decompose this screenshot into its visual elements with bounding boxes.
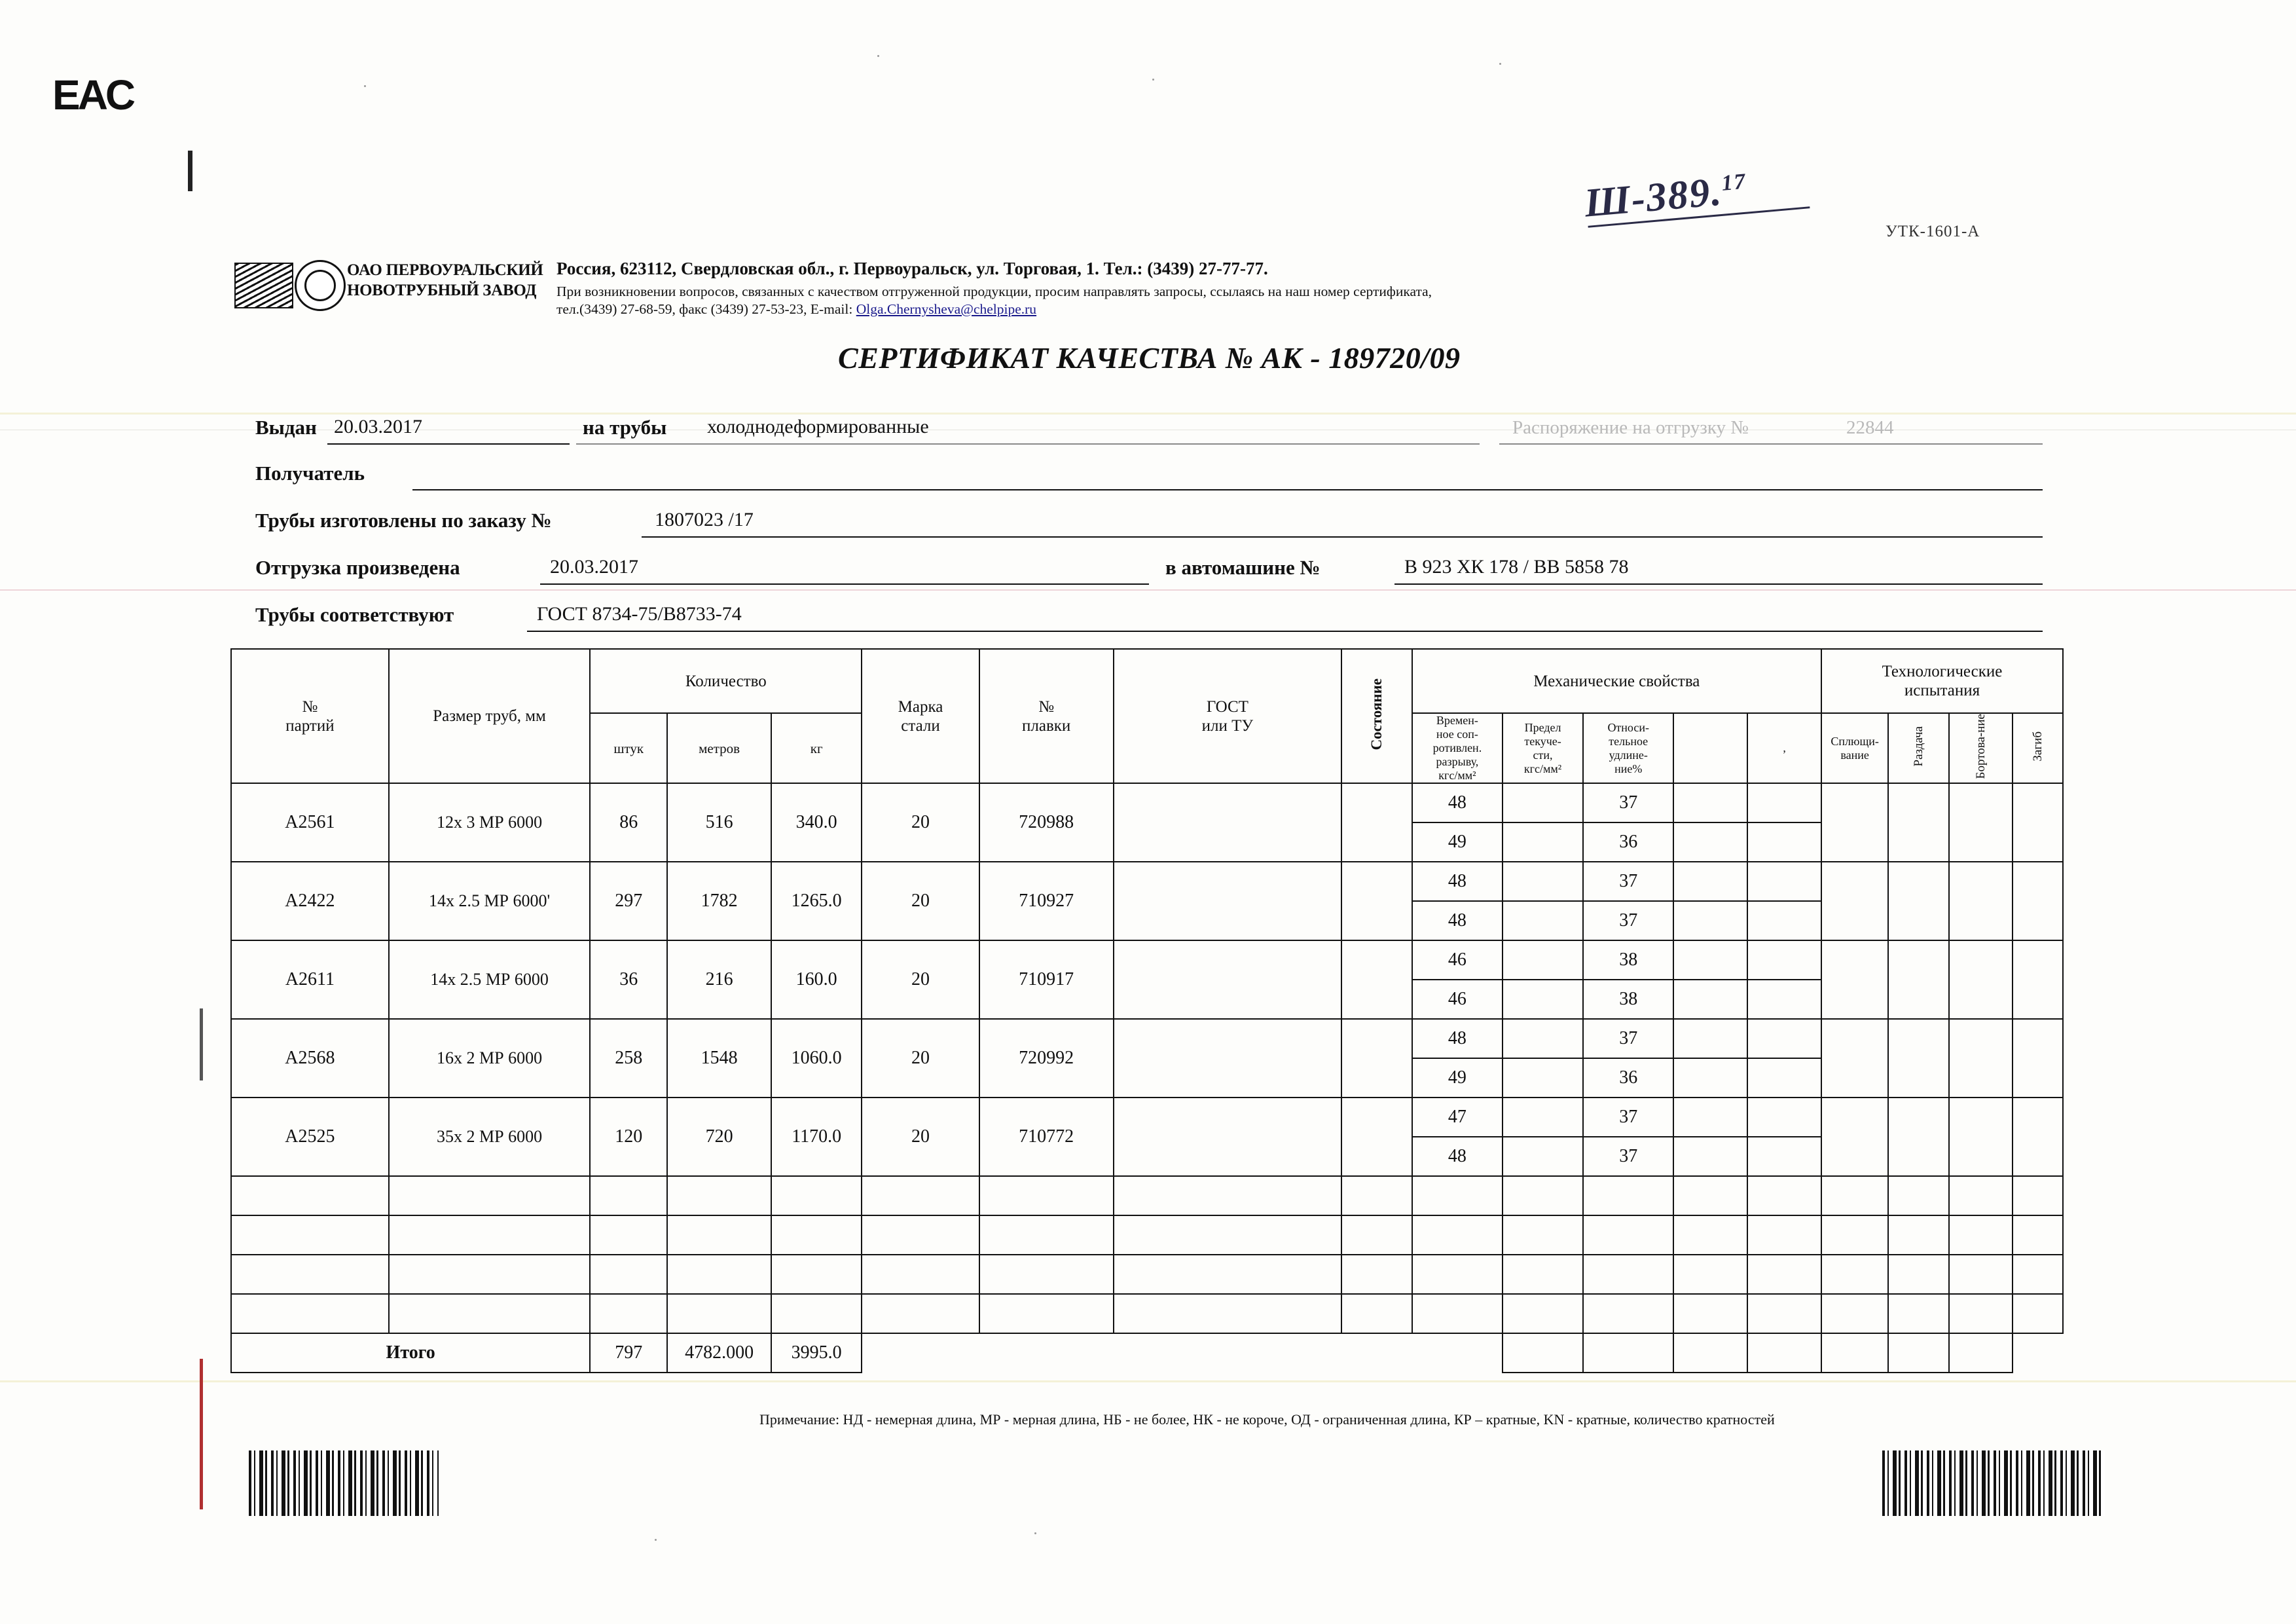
cell-elongation: 37 bbox=[1583, 862, 1673, 901]
th-flanging: Бортова-ние bbox=[1949, 713, 2013, 783]
cell-condition bbox=[1341, 940, 1412, 1019]
company-phones: тел.(3439) 27-68-59, факс (3439) 27-53-23, E-mail: bbox=[556, 301, 856, 317]
cell-mech-b2-2 bbox=[1747, 980, 1821, 1019]
form-code: УТК-1601-А bbox=[1886, 223, 1980, 240]
cell-condition bbox=[1341, 783, 1412, 862]
cell-condition bbox=[1341, 1098, 1412, 1176]
form-row-order bbox=[255, 504, 2043, 551]
th-bending: Загиб bbox=[2013, 713, 2063, 783]
company-address: Россия, 623112, Свердловская обл., г. Первоуральск, ул. Торговая, 1. Тел.: (3439) 27-77-77. bbox=[556, 259, 1268, 278]
th-party-line2: партий bbox=[285, 716, 335, 735]
cell-gost bbox=[1114, 862, 1341, 940]
shipment-label: Отгрузка произведена bbox=[255, 556, 460, 579]
cell-party: А2568 bbox=[231, 1019, 389, 1098]
cell-heat: 720988 bbox=[979, 783, 1114, 862]
for-pipes-label: на трубы bbox=[583, 416, 667, 439]
total-pieces: 797 bbox=[590, 1333, 667, 1373]
cell-condition bbox=[1341, 1019, 1412, 1098]
cell-mech-b2 bbox=[1747, 1019, 1821, 1058]
cell-party: А2422 bbox=[231, 862, 389, 940]
logo-hatch-icon bbox=[234, 263, 293, 308]
document-title: СЕРТИФИКАТ КАЧЕСТВА № АК - 189720/09 bbox=[838, 341, 1461, 375]
cell-mech-b2 bbox=[1747, 940, 1821, 980]
cell-yield-2 bbox=[1503, 822, 1583, 862]
cell-tensile-2: 49 bbox=[1412, 822, 1503, 862]
edge-mark bbox=[188, 151, 192, 191]
cell-mech-b1-2 bbox=[1673, 822, 1747, 862]
cell-pieces: 258 bbox=[590, 1019, 667, 1098]
recipient-label: Получатель bbox=[255, 462, 365, 485]
eac-mark: ЕAC bbox=[52, 71, 134, 119]
certificate-table bbox=[230, 648, 2064, 1373]
th-mech-blank-1 bbox=[1673, 713, 1747, 783]
vehicle-label: в автомашине № bbox=[1165, 556, 1321, 579]
barcode-left bbox=[249, 1450, 439, 1516]
cell-tensile: 47 bbox=[1412, 1098, 1503, 1137]
cell-yield-2 bbox=[1503, 1058, 1583, 1098]
table-total-row bbox=[231, 1333, 2063, 1373]
cell-mech-b1 bbox=[1673, 1098, 1747, 1137]
handwritten-reference bbox=[1582, 166, 1749, 227]
cell-flattening bbox=[1821, 1019, 1888, 1098]
cell-mech-b2-2 bbox=[1747, 901, 1821, 940]
table-row-empty[interactable] bbox=[231, 1215, 2063, 1255]
cell-mech-b2 bbox=[1747, 1098, 1821, 1137]
table-row-empty[interactable] bbox=[231, 1176, 2063, 1215]
table-row-empty[interactable] bbox=[231, 1294, 2063, 1333]
cell-heat: 710917 bbox=[979, 940, 1114, 1019]
cell-flanging bbox=[1949, 862, 2013, 940]
cell-bending bbox=[2013, 1098, 2063, 1176]
cell-meters: 516 bbox=[667, 783, 771, 862]
cell-tensile: 46 bbox=[1412, 940, 1503, 980]
total-kg: 3995.0 bbox=[771, 1333, 862, 1373]
cell-mech-b2-2 bbox=[1747, 822, 1821, 862]
cell-steel: 20 bbox=[862, 1019, 979, 1098]
cell-party: А2611 bbox=[231, 940, 389, 1019]
cell-yield bbox=[1503, 1019, 1583, 1058]
cell-yield-2 bbox=[1503, 901, 1583, 940]
cell-steel: 20 bbox=[862, 940, 979, 1019]
cell-mech-b1 bbox=[1673, 783, 1747, 822]
th-condition-label: Состояние bbox=[1368, 678, 1385, 750]
table-footnote: Примечание: НД - немерная длина, МР - мерная длина, НБ - не более, НК - не короче, ОД - ограниченная длина, КР – кратные, KN - кратные, количество кратностей bbox=[759, 1411, 1775, 1428]
cell-mech-b1-2 bbox=[1673, 1137, 1747, 1176]
th-gost: ГОСТ или ТУ bbox=[1114, 649, 1341, 783]
cell-heat: 720992 bbox=[979, 1019, 1114, 1098]
cell-bending bbox=[2013, 862, 2063, 940]
cell-mech-b1-2 bbox=[1673, 901, 1747, 940]
cell-tensile-2: 46 bbox=[1412, 980, 1503, 1019]
cell-elongation-2: 37 bbox=[1583, 901, 1673, 940]
table-row-empty[interactable] bbox=[231, 1255, 2063, 1294]
standard-value[interactable]: ГОСТ 8734-75/В8733-74 bbox=[537, 603, 742, 625]
cell-steel: 20 bbox=[862, 783, 979, 862]
cell-elongation-2: 38 bbox=[1583, 980, 1673, 1019]
barcode-right-bars bbox=[1882, 1450, 2105, 1516]
cell-tensile: 48 bbox=[1412, 862, 1503, 901]
cell-expansion bbox=[1888, 783, 1948, 862]
total-label: Итого bbox=[231, 1333, 590, 1373]
cell-elongation: 38 bbox=[1583, 940, 1673, 980]
th-expansion: Раздача bbox=[1888, 713, 1948, 783]
standard-label: Трубы соответствуют bbox=[255, 603, 454, 626]
cell-kg: 160.0 bbox=[771, 940, 862, 1019]
cell-tensile: 48 bbox=[1412, 1019, 1503, 1058]
cell-size: 14х 2.5 МР 6000 bbox=[389, 940, 590, 1019]
vehicle-value[interactable]: В 923 ХК 178 / ВВ 5858 78 bbox=[1404, 556, 1629, 578]
cell-bending bbox=[2013, 783, 2063, 862]
form-row-recipient bbox=[255, 456, 2043, 504]
cell-size: 12х 3 МР 6000 bbox=[389, 783, 590, 862]
cell-condition bbox=[1341, 862, 1412, 940]
company-name-line1: ОАО ПЕРВОУРАЛЬСКИЙ bbox=[347, 261, 543, 279]
cell-flanging bbox=[1949, 1019, 2013, 1098]
edge-mark bbox=[200, 1359, 203, 1509]
cell-pieces: 297 bbox=[590, 862, 667, 940]
cell-elongation-2: 37 bbox=[1583, 1137, 1673, 1176]
cell-size: 35х 2 МР 6000 bbox=[389, 1098, 590, 1176]
cell-meters: 216 bbox=[667, 940, 771, 1019]
cell-kg: 1060.0 bbox=[771, 1019, 862, 1098]
cell-mech-b1 bbox=[1673, 862, 1747, 901]
cell-kg: 1265.0 bbox=[771, 862, 862, 940]
edge-mark bbox=[200, 1008, 203, 1080]
cell-gost bbox=[1114, 940, 1341, 1019]
order-label: Трубы изготовлены по заказу № bbox=[255, 509, 552, 532]
cell-tensile: 48 bbox=[1412, 783, 1503, 822]
cell-meters: 1782 bbox=[667, 862, 771, 940]
shipment-value[interactable]: 20.03.2017 bbox=[550, 556, 638, 578]
cell-yield bbox=[1503, 783, 1583, 822]
issued-value[interactable]: 20.03.2017 bbox=[334, 416, 422, 437]
th-party-line1: № bbox=[302, 697, 318, 716]
cell-mech-b2-2 bbox=[1747, 1058, 1821, 1098]
cell-meters: 1548 bbox=[667, 1019, 771, 1098]
shipping-order-label: Распоряжение на отгрузку № bbox=[1512, 417, 1749, 438]
cell-yield bbox=[1503, 1098, 1583, 1137]
th-party bbox=[231, 649, 389, 783]
logo-ring-icon bbox=[295, 260, 346, 311]
cell-expansion bbox=[1888, 862, 1948, 940]
cell-heat: 710927 bbox=[979, 862, 1114, 940]
th-yield: Предел текуче- сти, кгс/мм² bbox=[1503, 713, 1583, 783]
cell-kg: 1170.0 bbox=[771, 1098, 862, 1176]
cell-flanging bbox=[1949, 783, 2013, 862]
cell-gost bbox=[1114, 783, 1341, 862]
cell-bending bbox=[2013, 940, 2063, 1019]
th-steel-grade: Марка стали bbox=[862, 649, 979, 783]
company-address-block bbox=[556, 259, 1931, 318]
handwritten-reference-text: Ш-389. bbox=[1582, 169, 1724, 226]
company-logo bbox=[229, 259, 556, 331]
company-email[interactable]: Olga.Chernysheva@chelpipe.ru bbox=[856, 301, 1037, 317]
th-kg: кг bbox=[771, 713, 862, 783]
cell-elongation: 37 bbox=[1583, 1019, 1673, 1058]
company-contact-line bbox=[556, 301, 1931, 318]
cell-pieces: 36 bbox=[590, 940, 667, 1019]
cell-elongation: 37 bbox=[1583, 783, 1673, 822]
cell-tensile-2: 48 bbox=[1412, 1137, 1503, 1176]
cell-flattening bbox=[1821, 940, 1888, 1019]
cell-elongation-2: 36 bbox=[1583, 1058, 1673, 1098]
th-tensile: Времен- ное соп- ротивлен. разрыву, кгс/мм² bbox=[1412, 713, 1503, 783]
certificate-table-wrapper bbox=[230, 648, 2064, 1373]
cell-flanging bbox=[1949, 1098, 2013, 1176]
cell-bending bbox=[2013, 1019, 2063, 1098]
cell-flattening bbox=[1821, 1098, 1888, 1176]
issued-label: Выдан bbox=[255, 416, 317, 439]
th-elongation: Относи- тельное удлине- ние% bbox=[1583, 713, 1673, 783]
th-size: Размер труб, мм bbox=[389, 649, 590, 783]
th-quantity: Количество bbox=[590, 649, 862, 713]
company-name bbox=[347, 260, 543, 301]
cell-party: А2561 bbox=[231, 783, 389, 862]
cell-tensile-2: 48 bbox=[1412, 901, 1503, 940]
cell-mech-b1 bbox=[1673, 940, 1747, 980]
company-name-line2: НОВОТРУБНЫЙ ЗАВОД bbox=[347, 282, 537, 299]
table-row[interactable] bbox=[231, 783, 2063, 822]
th-condition bbox=[1341, 649, 1412, 783]
cell-gost bbox=[1114, 1019, 1341, 1098]
total-meters: 4782.000 bbox=[667, 1333, 771, 1373]
cell-yield bbox=[1503, 940, 1583, 980]
th-tech-tests: Технологические испытания bbox=[1821, 649, 2063, 713]
form-row-standard bbox=[255, 598, 2043, 645]
certificate-table-body bbox=[231, 783, 2063, 1373]
cell-flanging bbox=[1949, 940, 2013, 1019]
cell-mech-b1 bbox=[1673, 1019, 1747, 1058]
th-flattening: Сплющи- вание bbox=[1821, 713, 1888, 783]
barcode-right bbox=[1882, 1450, 2105, 1516]
th-mech-blank-2: ‚ bbox=[1747, 713, 1821, 783]
cell-flattening bbox=[1821, 783, 1888, 862]
cell-elongation: 37 bbox=[1583, 1098, 1673, 1137]
cell-expansion bbox=[1888, 1019, 1948, 1098]
cell-heat: 710772 bbox=[979, 1098, 1114, 1176]
cell-steel: 20 bbox=[862, 1098, 979, 1176]
table-row[interactable] bbox=[231, 1098, 2063, 1137]
cell-kg: 340.0 bbox=[771, 783, 862, 862]
cell-expansion bbox=[1888, 1098, 1948, 1176]
form-row-issued bbox=[255, 409, 2043, 456]
th-mech-props: Механические свойства bbox=[1412, 649, 1821, 713]
form-row-shipment bbox=[255, 551, 2043, 598]
handwritten-reference-sup: 17 bbox=[1720, 169, 1748, 196]
cell-gost bbox=[1114, 1098, 1341, 1176]
cell-pieces: 86 bbox=[590, 783, 667, 862]
shipping-order-value[interactable]: 22844 bbox=[1846, 417, 1894, 438]
scan-artifact bbox=[0, 1380, 2296, 1382]
cell-yield-2 bbox=[1503, 1137, 1583, 1176]
cell-size: 14х 2.5 МР 6000' bbox=[389, 862, 590, 940]
cell-mech-b2 bbox=[1747, 783, 1821, 822]
cell-yield bbox=[1503, 862, 1583, 901]
for-pipes-value[interactable]: холоднодеформированные bbox=[707, 416, 929, 437]
cell-party: А2525 bbox=[231, 1098, 389, 1176]
cell-expansion bbox=[1888, 940, 1948, 1019]
company-contact-note: При возникновении вопросов, связанных с качеством отгруженной продукции, просим направлять запросы, ссылаясь на наш номер сертификата, bbox=[556, 284, 1432, 299]
order-value[interactable]: 1807023 /17 bbox=[655, 509, 754, 530]
cell-mech-b2 bbox=[1747, 862, 1821, 901]
table-row[interactable] bbox=[231, 940, 2063, 980]
form-fields bbox=[255, 409, 2043, 645]
cell-meters: 720 bbox=[667, 1098, 771, 1176]
cell-flattening bbox=[1821, 862, 1888, 940]
cell-pieces: 120 bbox=[590, 1098, 667, 1176]
cell-mech-b2-2 bbox=[1747, 1137, 1821, 1176]
cell-elongation-2: 36 bbox=[1583, 822, 1673, 862]
th-heat-no: № плавки bbox=[979, 649, 1114, 783]
cell-tensile-2: 49 bbox=[1412, 1058, 1503, 1098]
table-row[interactable] bbox=[231, 862, 2063, 901]
barcode-left-bars bbox=[249, 1450, 439, 1516]
cell-size: 16х 2 МР 6000 bbox=[389, 1019, 590, 1098]
cell-yield-2 bbox=[1503, 980, 1583, 1019]
th-pieces: штук bbox=[590, 713, 667, 783]
cell-mech-b1-2 bbox=[1673, 1058, 1747, 1098]
cell-steel: 20 bbox=[862, 862, 979, 940]
table-row[interactable] bbox=[231, 1019, 2063, 1058]
th-meters: метров bbox=[667, 713, 771, 783]
cell-mech-b1-2 bbox=[1673, 980, 1747, 1019]
